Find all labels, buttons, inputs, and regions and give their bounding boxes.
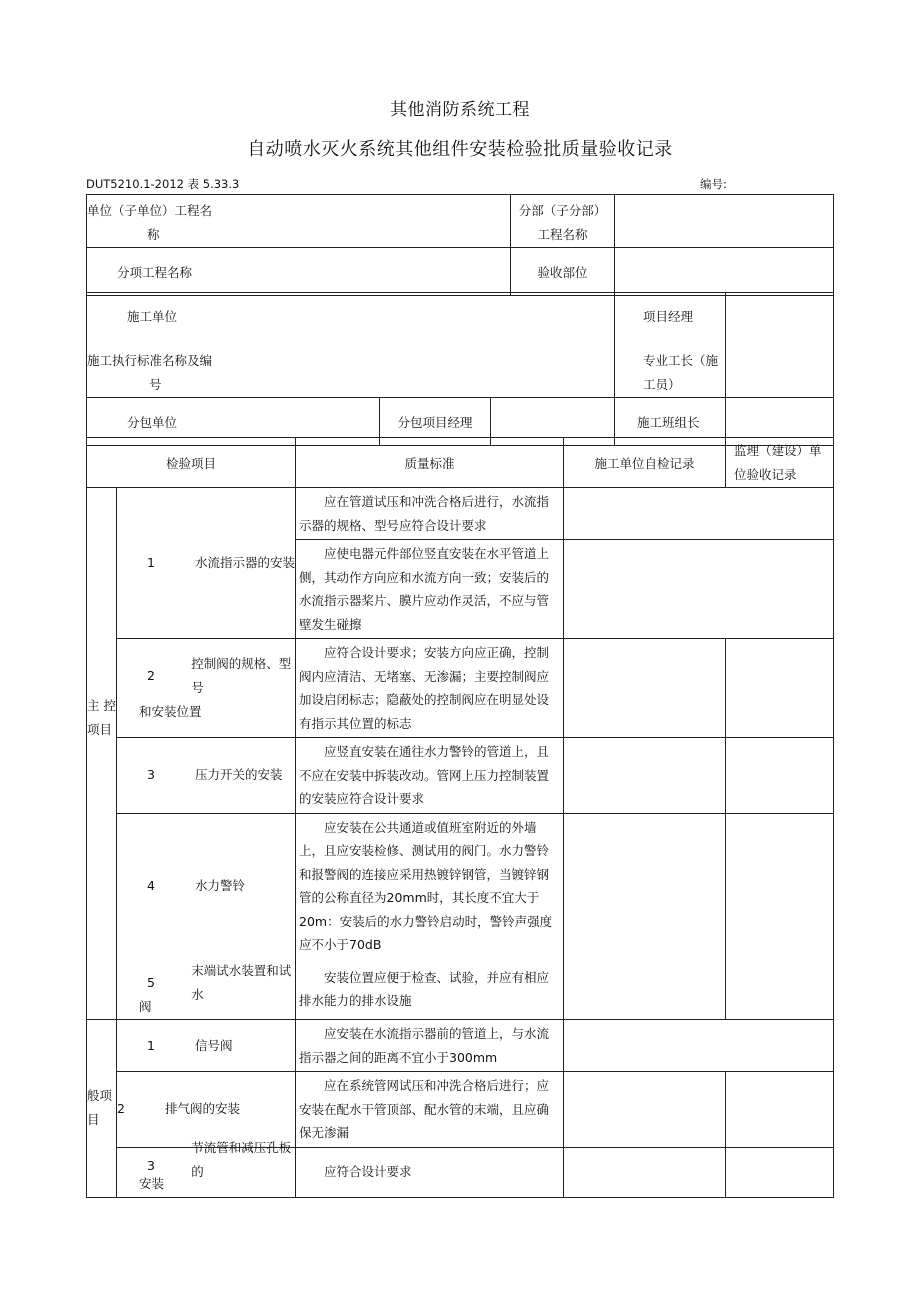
main-control-group-label: 主 控 项目 xyxy=(87,488,117,1020)
standard-label: 施工执行标准名称及编 xyxy=(87,353,213,368)
main-item-5-standard: 安装位置应便于检查、试验，并应有相应排水能力的排水设施 xyxy=(296,959,564,1020)
table-row xyxy=(87,1147,834,1197)
general-item-3-standard: 应符合设计要求 xyxy=(296,1147,564,1197)
col-self-check: 施工单位自检记录 xyxy=(564,438,726,488)
general-item-2-standard: 应在系统管网试压和冲洗合格后进行；应安装在配水干管顶部、配水管的末端，且应确保无渗漏 xyxy=(296,1072,564,1148)
page-title: 其他消防系统工程 xyxy=(390,100,530,120)
unit-project-label: 单位（子单位）工程名 称 xyxy=(87,195,511,248)
main-item-3-supervision[interactable] xyxy=(726,738,834,814)
main-item-5: 5 末端试水装置和试水 阀 xyxy=(117,959,296,1020)
manager-labels-cell: 项目经理 专业工长（施 工员） xyxy=(615,293,726,398)
general-item-1-standard: 应安装在水流指示器前的管道上，与水流指示器之间的距离不宜小于300mm xyxy=(296,1020,564,1072)
main-item-1-check-a[interactable] xyxy=(564,488,834,540)
document-number: DUT5210.1-2012 表 5.33.3 xyxy=(86,177,240,191)
table-row xyxy=(87,738,834,814)
serial-number-label: 编号: xyxy=(700,177,727,191)
main-item-1-check-b[interactable] xyxy=(564,540,834,639)
form-title: 自动喷水灭火系统其他组件安装检验批质量验收记录 xyxy=(247,139,673,160)
main-item-4: 4 水力警铃 xyxy=(117,813,296,959)
general-item-2-self-check[interactable] xyxy=(564,1072,726,1148)
col-standard: 质量标准 xyxy=(296,438,564,488)
project-manager-label: 项目经理 xyxy=(643,309,694,324)
table-row xyxy=(87,488,834,540)
main-item-4-supervision[interactable] xyxy=(726,813,834,959)
general-group-label: 般项 目 xyxy=(87,1020,117,1198)
sub-pm-label: 分包项目经理 xyxy=(380,398,491,446)
inspection-part-value[interactable] xyxy=(615,248,834,296)
division-value[interactable] xyxy=(615,195,834,248)
general-item-1-check[interactable] xyxy=(564,1020,834,1072)
general-item-3: 3 节流管和减压孔板的 安装 xyxy=(117,1147,296,1197)
foreman-label: 专业工长（施 xyxy=(643,353,719,368)
main-item-2: 2 控制阀的规格、型号 和安装位置 xyxy=(117,639,296,738)
table-row xyxy=(87,639,834,738)
subcontractor-label: 分包单位 xyxy=(87,398,380,446)
general-item-3-self-check[interactable] xyxy=(564,1147,726,1197)
table-row xyxy=(87,813,834,959)
manager-value[interactable] xyxy=(726,293,834,398)
main-item-1: 1 水流指示器的安装 xyxy=(117,488,296,639)
team-leader-label: 施工班组长 xyxy=(615,398,726,446)
main-item-5-self-check[interactable] xyxy=(564,959,726,1020)
main-item-5-supervision[interactable] xyxy=(726,959,834,1020)
division-label: 分部（子分部） 工程名称 xyxy=(511,195,615,248)
inspection-part-label: 验收部位 xyxy=(511,248,615,296)
main-item-3: 3 压力开关的安装 xyxy=(117,738,296,814)
main-item-3-standard: 应竖直安装在通往水力警铃的管道上，且不应在安装中拆装改动。管网上压力控制装置的安装应符合设计要求 xyxy=(296,738,564,814)
main-item-1-standard-b: 应使电器元件部位竖直安装在水平管道上侧，其动作方向应和水流方向一致；安装后的水流指示器桨片、膜片应动作灵活，不应与管壁发生碰擦 xyxy=(296,540,564,639)
construction-unit-cell: 施工单位 施工执行标准名称及编 号 xyxy=(87,293,615,398)
project-info-table xyxy=(86,194,834,296)
general-item-2-supervision[interactable] xyxy=(726,1072,834,1148)
main-item-2-supervision[interactable] xyxy=(726,639,834,738)
column-header-row xyxy=(87,438,834,488)
construction-unit-label: 施工单位 xyxy=(127,309,178,324)
inspection-table xyxy=(86,437,834,1198)
table-row xyxy=(87,1020,834,1072)
table-row xyxy=(87,959,834,1020)
subitem-label: 分项工程名称 xyxy=(87,248,511,296)
main-item-2-standard: 应符合设计要求；安装方向应正确，控制阀内应清洁、无堵塞、无渗漏；主要控制阀应加设启闭标志；隐蔽处的控制阀应在明显处设有指示其位置的标志 xyxy=(296,639,564,738)
col-supervision: 监理（建设）单 位验收记录 xyxy=(726,438,834,488)
general-item-3-supervision[interactable] xyxy=(726,1147,834,1197)
main-item-2-self-check[interactable] xyxy=(564,639,726,738)
main-item-3-self-check[interactable] xyxy=(564,738,726,814)
general-item-1: 1 信号阀 xyxy=(117,1020,296,1072)
col-item: 检验项目 xyxy=(87,438,296,488)
construction-info-table xyxy=(86,292,834,446)
main-item-4-standard: 应安装在公共通道或值班室附近的外墙上，且应安装检修、测试用的阀门。水力警铃和报警阀的连接应采用热镀锌钢管，当镀锌钢管的公称直径为20mm时，其长度不宜大于20m：安装后的水力警铃启动时，警铃声强度应不小于70dB xyxy=(296,813,564,959)
main-item-1-standard-a: 应在管道试压和冲洗合格后进行，水流指示器的规格、型号应符合设计要求 xyxy=(296,488,564,540)
main-item-4-self-check[interactable] xyxy=(564,813,726,959)
general-item-2: 2 排气阀的安装 xyxy=(117,1072,296,1148)
